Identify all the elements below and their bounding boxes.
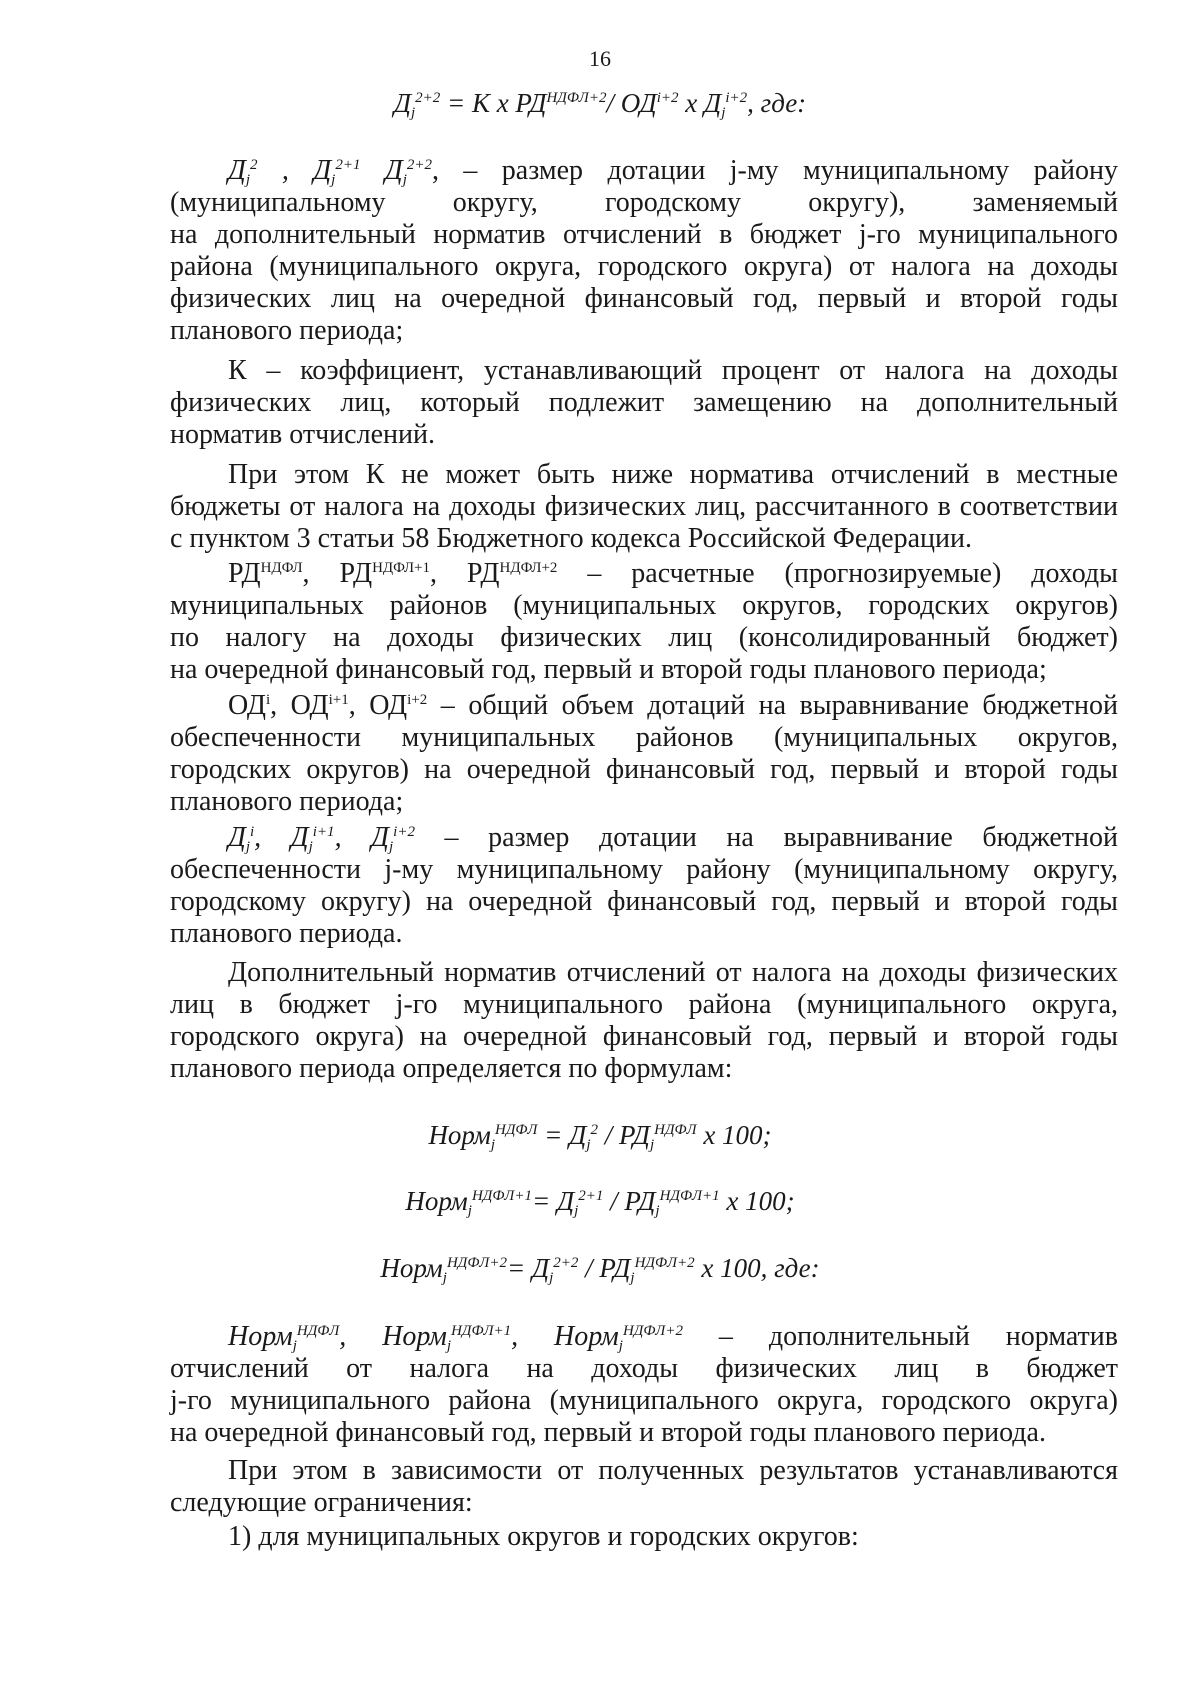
para6-line2: обеспеченности j-му муниципальному району (муниципальному округу,	[170, 854, 1118, 885]
formula-superscript: НДФЛ+2	[546, 90, 607, 106]
formula-norm-3	[0, 1253, 1200, 1284]
symbol: Д	[228, 822, 246, 853]
formula-top	[0, 88, 1200, 119]
symbol: , РД	[429, 558, 500, 589]
superscript: 2	[590, 1122, 598, 1138]
superscript: i+2	[393, 824, 415, 840]
list-item-1: 1) для муниципальных округов и городских округов:	[228, 1521, 859, 1552]
superscript: НДФЛ+2	[622, 1323, 683, 1339]
para1-line3: на дополнительный норматив отчислений в бюджет j-го муниципального	[170, 219, 1118, 250]
superscript: НДФЛ	[296, 1323, 340, 1339]
symbol: , ОД	[348, 690, 408, 721]
symbol: Норм	[380, 1253, 443, 1283]
para9-line1: При этом в зависимости от полученных результатов устанавливаются	[228, 1455, 1118, 1486]
symbol: , ОД	[270, 690, 329, 721]
symbol: , Норм	[511, 1321, 619, 1352]
superscript: НДФЛ	[260, 560, 303, 576]
superscript: i+1	[312, 824, 335, 840]
text: – размер дотации на выравнивание бюджетной	[414, 822, 1118, 853]
superscript: 2+2	[553, 1255, 579, 1271]
page-number: 16	[589, 46, 611, 71]
subscript: j	[649, 1137, 655, 1153]
symbol: / РД	[597, 1120, 650, 1150]
formula-norm-1	[0, 1120, 1200, 1151]
symbol: = Д	[506, 1253, 550, 1283]
formula-superscript: i+2	[725, 90, 748, 106]
superscript: i	[265, 692, 271, 708]
para1-line6: планового периода;	[170, 315, 404, 346]
subscript: j	[442, 1270, 447, 1286]
superscript: НДФЛ+1	[659, 1188, 720, 1204]
superscript: НДФЛ+1	[471, 1188, 532, 1204]
para6-line4: планового периода.	[170, 918, 403, 949]
para1-line5: физических лиц на очередной финансовый год, первый и второй годы	[170, 283, 1118, 314]
para7-line1: Дополнительный норматив отчислений от налога на доходы физических	[228, 957, 1118, 988]
superscript: НДФЛ+2	[446, 1255, 507, 1271]
subscript: j	[308, 839, 313, 855]
para4-line2: муниципальных районов (муниципальных округов, городских округов)	[170, 590, 1118, 621]
subscript: j	[574, 1203, 579, 1219]
subscript: j	[467, 1203, 472, 1219]
symbol: х 100;	[719, 1186, 795, 1216]
subscript: j	[655, 1203, 660, 1219]
para8-line2: отчислений от налога на доходы физических лиц в бюджет	[170, 1353, 1118, 1384]
para5-line2: обеспеченности муниципальных районов (муниципальных округов,	[170, 722, 1118, 753]
para9-line2: следующие ограничения:	[170, 1487, 473, 1518]
subscript: j	[446, 1338, 452, 1354]
para1-line4: района (муниципального округа, городского округа) от налога на доходы	[170, 251, 1118, 282]
formula-term: х Д	[685, 88, 722, 118]
para2-line2: физических лиц, который подлежит замещению на дополнительный	[170, 387, 1118, 418]
para2-line1: К – коэффициент, устанавливающий процент от налога на доходы	[228, 355, 1118, 386]
subscript: j	[549, 1270, 554, 1286]
subscript: j	[630, 1270, 635, 1286]
para5-line3: городских округов) на очередной финансовый год, первый и второй годы	[170, 754, 1118, 785]
para7-line4: планового периода определяется по формулам:	[170, 1053, 733, 1084]
subscript: j	[245, 172, 250, 188]
para3-line1: При этом К не может быть ниже норматива отчислений в местные	[228, 459, 1118, 490]
superscript: НДФЛ+1	[451, 1323, 512, 1339]
superscript: НДФЛ+1	[372, 560, 430, 576]
symbol: , Д	[254, 822, 309, 853]
para1-line1	[170, 155, 1118, 187]
para3-line2: бюджеты от налога на доходы физических лиц, рассчитанного в соответствии	[170, 491, 1118, 522]
symbol: Норм	[428, 1120, 491, 1150]
text: – дополнительный норматив	[682, 1321, 1118, 1352]
subscript: j	[490, 1137, 495, 1153]
superscript: НДФЛ	[654, 1122, 697, 1138]
formula-where: , где:	[747, 88, 807, 118]
superscript: 2+2	[406, 157, 432, 173]
formula-subscript: j	[411, 105, 416, 121]
superscript: НДФЛ	[495, 1122, 538, 1138]
para2-line3: норматив отчислений.	[170, 419, 435, 450]
formula-term: / ОД	[606, 88, 657, 118]
para4-line1	[170, 558, 1118, 590]
text: , – размер дотации j-му муниципальному району	[431, 155, 1118, 186]
para6-line3: городскому округу) на очередной финансовый год, первый и второй годы	[170, 886, 1118, 917]
formula-norm-2	[0, 1186, 1200, 1217]
subscript: j	[618, 1338, 623, 1354]
symbol: , Норм	[339, 1321, 447, 1352]
para4-line4: на очередной финансовый год, первый и второй годы планового периода;	[170, 654, 1047, 685]
symbol: , Д	[334, 822, 389, 853]
subscript: j	[331, 172, 336, 188]
symbol: Д	[360, 155, 403, 186]
superscript: 2+1	[335, 157, 361, 173]
para5-line4: планового периода;	[170, 786, 404, 817]
para1-line2: (муниципальному округу, городскому округу), заменяемый	[170, 187, 1118, 218]
superscript: i+1	[328, 692, 349, 708]
superscript: i+2	[407, 692, 428, 708]
symbol: , РД	[302, 558, 373, 589]
symbol: , Д	[257, 155, 332, 186]
para8-line1	[170, 1321, 1118, 1353]
symbol: = Д	[537, 1120, 587, 1150]
superscript: 2	[250, 157, 258, 173]
symbol: Норм	[228, 1321, 293, 1352]
subscript: j	[402, 172, 407, 188]
formula-term: = К х РД	[447, 88, 547, 118]
symbol: РД	[228, 558, 261, 589]
symbol: Норм	[405, 1186, 468, 1216]
formula-superscript: i+2	[656, 90, 679, 106]
superscript: i	[250, 824, 255, 840]
subscript: j	[586, 1137, 591, 1153]
symbol: / РД	[603, 1186, 656, 1216]
para4-line3: по налогу на доходы физических лиц (консолидированный бюджет)	[170, 622, 1118, 653]
para3-line3: с пунктом 3 статьи 58 Бюджетного кодекса Российской Федерации.	[170, 523, 972, 554]
para8-line3: j-го муниципального района (муниципального округа, городского округа)	[170, 1385, 1118, 1416]
para6-line1	[170, 822, 1118, 854]
text: – общий объем дотаций на выравнивание бюджетной	[427, 690, 1119, 721]
para5-line1	[170, 690, 1118, 722]
para7-line2: лиц в бюджет j-го муниципального района (муниципального округа,	[170, 989, 1118, 1020]
superscript: НДФЛ+2	[634, 1255, 695, 1271]
symbol: х 100;	[696, 1120, 772, 1150]
symbol: ОД	[228, 690, 266, 721]
symbol: Д	[228, 155, 246, 186]
formula-subscript: j	[721, 105, 726, 121]
symbol: х 100, где:	[694, 1253, 820, 1283]
para7-line3: городского округа) на очередной финансовый год, первый и второй годы	[170, 1021, 1118, 1052]
superscript: НДФЛ+2	[499, 560, 558, 576]
subscript: j	[245, 839, 250, 855]
formula-symbol: Д	[393, 88, 411, 118]
formula-superscript: 2+2	[415, 90, 441, 106]
text: – расчетные (прогнозируемые) доходы	[557, 558, 1118, 589]
subscript: j	[292, 1338, 297, 1354]
superscript: 2+1	[578, 1188, 604, 1204]
symbol: / РД	[578, 1253, 631, 1283]
symbol: = Д	[531, 1186, 575, 1216]
para8-line4: на очередной финансовый год, первый и второй годы планового периода.	[170, 1417, 1046, 1448]
subscript: j	[388, 839, 394, 855]
